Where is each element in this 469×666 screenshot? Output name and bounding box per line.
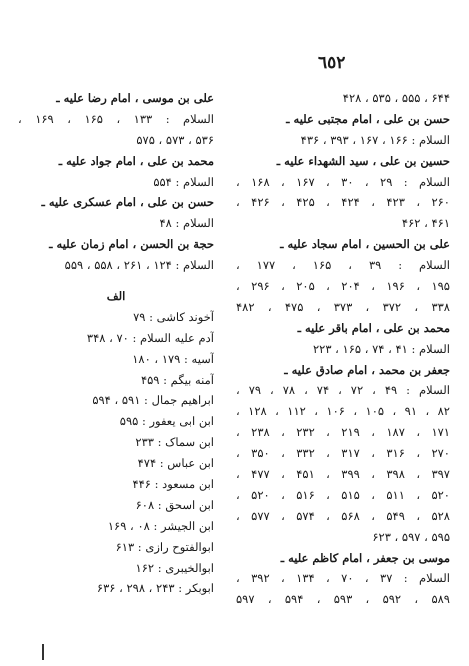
index-entry-pages: ابن مسعود : ۴۴۶	[132, 477, 214, 492]
index-entry-pages: ابن الجیشر : ۰۸ ، ۱۶۹	[107, 518, 214, 533]
index-entry-pages: ۶۴۴ ، ۵۵۵ ، ۵۳۵ ، ۴۲۸	[342, 91, 450, 105]
index-entry-pages: السلام : ۱۳۳ ، ۱۶۵ ، ۱۶۹ ،	[18, 111, 214, 126]
index-entry-pages: ابراهیم جمال : ۵۹۱ ، ۵۹۴	[92, 393, 214, 408]
index-entry-name: حسن بن علی ، امام مجتبی علیه ـ	[286, 111, 450, 126]
index-entry-pages: السلام : ۱۲۴ ، ۲۶۱ ، ۵۵۸ ، ۵۵۹	[64, 258, 214, 273]
index-entry-pages: السلام : ۵۵۴	[153, 174, 214, 189]
index-entry-pages: ابوالفتوح رازی : ۶۱۳	[115, 539, 214, 554]
index-entry-pages: ابوالخیبری : ۱۶۲	[135, 560, 214, 575]
index-entry-pages: ابن اسحق : ۶۰۸	[135, 497, 214, 512]
index-entry-pages: السلام : ۳۹ ، ۱۶۵ ، ۱۷۷ ،	[236, 258, 450, 273]
index-entry-pages: ۵۳۶ ، ۵۷۳ ، ۵۷۵	[136, 132, 214, 147]
index-entry-pages: ۲۶۰ ، ۴۲۳ ، ۴۲۴ ، ۴۲۵ ، ۴۲۶ ،	[236, 195, 450, 210]
page-edge-mark	[42, 644, 44, 660]
index-entry-pages: ۵۹۵ ، ۵۹۷ ، ۶۲۳	[372, 529, 450, 544]
index-entry-pages: ابن ابی یعفور : ۵۹۵	[119, 414, 214, 429]
index-entry-pages: آسیه : ۱۷۹ ، ۱۸۰	[132, 351, 214, 366]
section-heading: الف	[106, 289, 126, 304]
index-entry-name: جعفر بن محمد ، امام صادق علیه ـ	[284, 362, 450, 377]
index-entry-pages: ۱۹۵ ، ۱۹۶ ، ۲۰۴ ، ۲۰۵ ، ۲۹۶ ،	[236, 279, 450, 294]
index-entry-pages: ابن سماک : ۲۳۳	[135, 435, 214, 450]
index-column-left	[18, 88, 214, 599]
index-entry-pages: السلام : ۴۱ ، ۷۴ ، ۱۶۵ ، ۲۲۳	[312, 341, 450, 356]
index-entry-pages: آدم علیه السلام : ۷۰ ، ۳۴۸	[86, 330, 214, 345]
index-column-right	[236, 88, 450, 610]
index-entry-name: موسی بن جعفر ، امام کاظم علیه ـ	[280, 550, 450, 565]
index-entry-name: علی بن الحسین ، امام سجاد علیه ـ	[280, 237, 450, 252]
index-entry-pages: السلام : ۱۶۶ ، ۱۶۷ ، ۳۹۳ ، ۴۳۶	[300, 132, 450, 147]
index-entry-pages: السلام : ۴۹ ، ۷۲ ، ۷۴ ، ۷۸ ، ۷۹ ،	[236, 383, 450, 398]
index-entry-name: علی بن موسی ، امام رضا علیه ـ	[56, 91, 214, 105]
section-spacer	[18, 276, 214, 286]
index-entry-pages: ۳۳۸ ، ۳۷۲ ، ۳۷۳ ، ۴۷۵ ، ۴۸۲	[236, 299, 450, 314]
index-entry-pages: ۵۲۰ ، ۵۱۱ ، ۵۱۵ ، ۵۱۶ ، ۵۲۰ ،	[236, 487, 450, 502]
index-entry-pages: ابن عباس : ۴۷۴	[137, 456, 214, 471]
index-entry-pages: آخوند کاشی : ۷۹	[133, 309, 214, 324]
index-entry-pages: السلام : ۲۹ ، ۳۰ ، ۱۶۷ ، ۱۶۸ ،	[236, 174, 450, 189]
index-entry-pages: السلام : ۴۸	[159, 216, 214, 231]
index-entry-name: حسین بن علی ، سید الشهداء علیه ـ	[276, 153, 450, 168]
index-entry-name: حسن بن علی ، امام عسکری علیه ـ	[41, 195, 214, 210]
index-entry-pages: ۱۷۱ ، ۱۸۷ ، ۲۱۹ ، ۲۳۲ ، ۲۳۸ ،	[236, 425, 450, 440]
index-entry-pages: السلام : ۳۷ ، ۷۰ ، ۱۳۴ ، ۳۹۲ ،	[236, 571, 450, 586]
index-entry-pages: ۵۸۹ ، ۵۹۲ ، ۵۹۳ ، ۵۹۴ ، ۵۹۷	[236, 592, 450, 607]
index-entry-pages: ۳۹۷ ، ۳۹۸ ، ۳۹۹ ، ۴۵۱ ، ۴۷۷ ،	[236, 467, 450, 482]
index-entry-pages: ۴۶۱ ، ۴۶۲	[401, 216, 450, 231]
index-entry-pages: ابوبکر : ۲۴۳ ، ۲۹۸ ، ۶۳۶	[96, 581, 214, 596]
page-number: ٦٥٢	[318, 53, 346, 73]
index-entry-pages: آمنه بیگم : ۴۵۹	[140, 372, 214, 387]
index-entry-name: محمد بن علی ، امام جواد علیه ـ	[58, 153, 214, 168]
index-entry-pages: ۵۲۸ ، ۵۴۹ ، ۵۶۸ ، ۵۷۴ ، ۵۷۷ ،	[236, 508, 450, 523]
index-entry-pages: ۸۲ ، ۹۱ ، ۱۰۵ ، ۱۰۶ ، ۱۱۲ ، ۱۲۸ ،	[236, 404, 450, 419]
index-entry-name: حجة بن الحسن ، امام زمان علیه ـ	[49, 237, 214, 252]
index-entry-pages: ۲۷۰ ، ۳۱۶ ، ۳۱۷ ، ۳۳۲ ، ۳۵۰ ،	[236, 446, 450, 461]
index-entry-name: محمد بن علی ، امام باقر علیه ـ	[297, 320, 450, 335]
